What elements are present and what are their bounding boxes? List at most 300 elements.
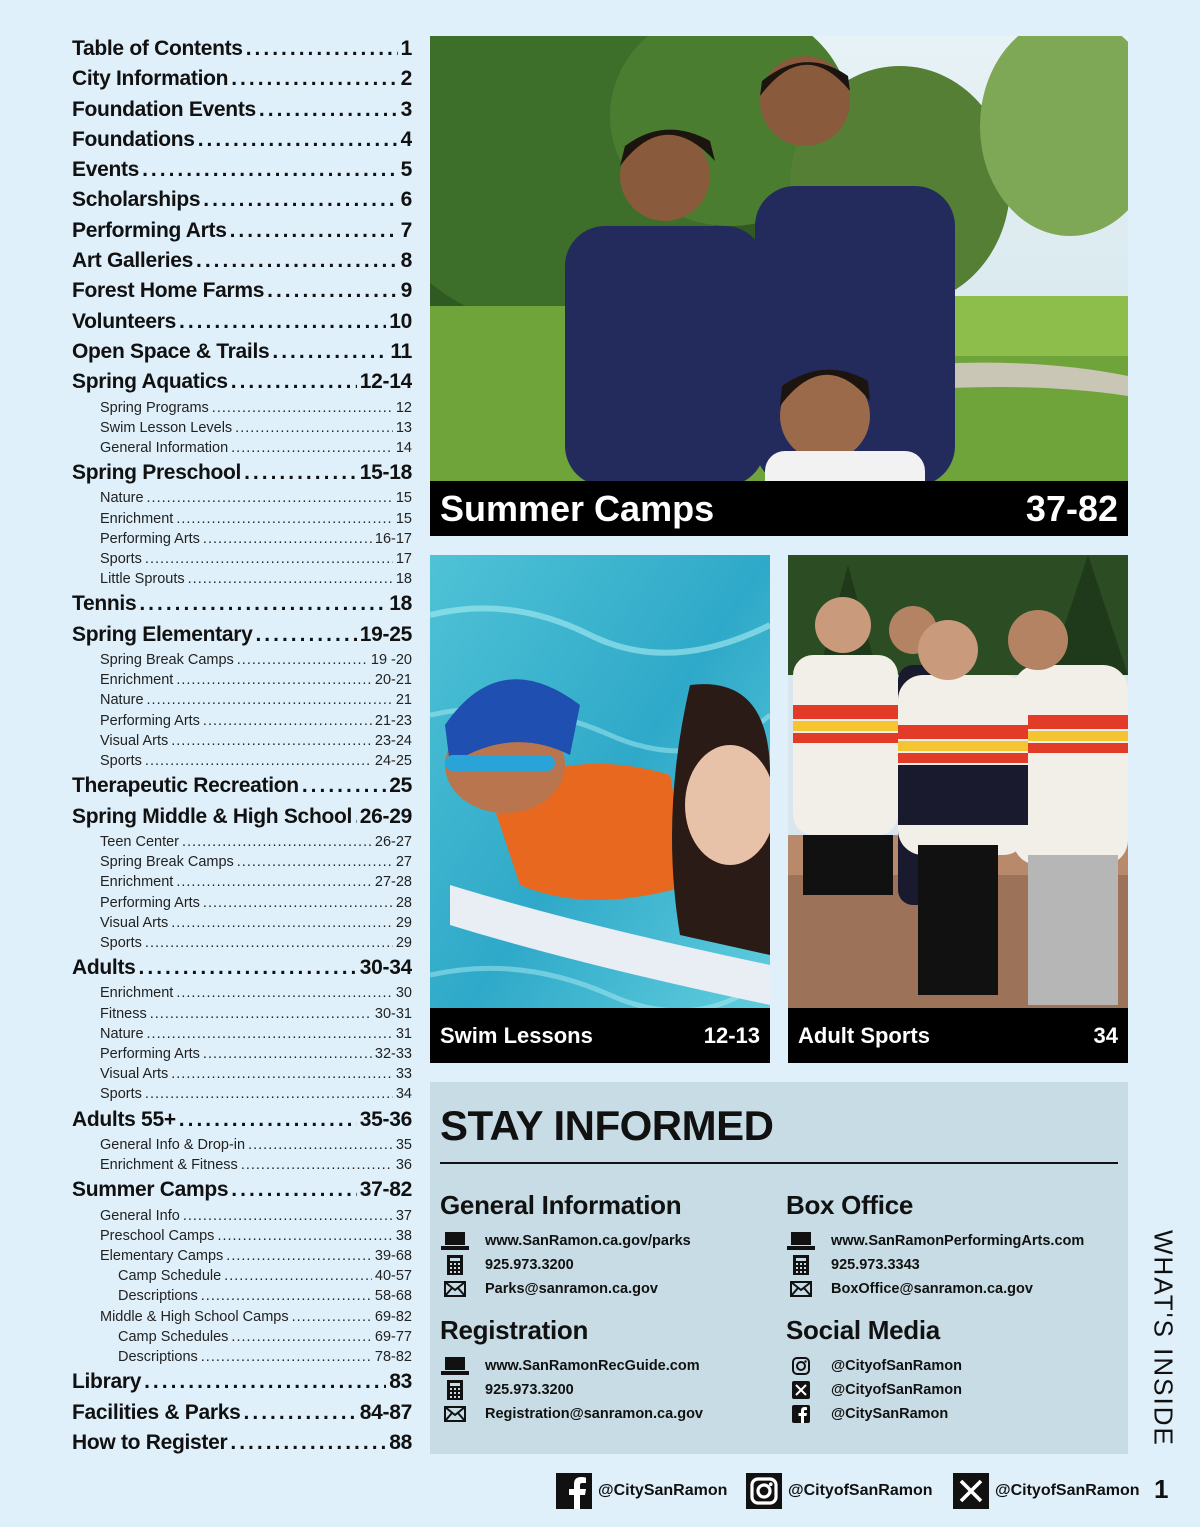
toc-entry-page: 21 <box>395 692 412 709</box>
toc-entry[interactable] <box>72 933 412 953</box>
footer-x[interactable] <box>953 1472 1140 1510</box>
swim-lessons-photo <box>430 555 770 1063</box>
toc-entry[interactable] <box>72 216 412 246</box>
toc-entry-page: 26-29 <box>359 804 412 828</box>
toc-entry[interactable] <box>72 1367 412 1397</box>
toc-entry-page: 6 <box>400 188 412 212</box>
toc-entry-title: Performing Arts <box>100 1046 200 1063</box>
toc-entry-page: 24-25 <box>374 753 412 770</box>
toc-dot-leader <box>355 802 357 832</box>
instagram-icon <box>746 1473 782 1509</box>
toc-entry-page: 30 <box>395 985 412 1002</box>
toc-dot-leader <box>244 458 357 488</box>
instagram-icon <box>786 1356 816 1376</box>
toc-entry-title: Summer Camps <box>72 1178 229 1202</box>
toc-entry[interactable] <box>72 1286 412 1306</box>
toc-entry-page: 18 <box>389 592 412 616</box>
toc-dot-leader <box>246 34 398 64</box>
toc-entry-page: 26-27 <box>374 833 412 850</box>
toc-dot-leader <box>179 307 386 337</box>
toc-entry[interactable] <box>72 650 412 670</box>
toc-entry[interactable] <box>72 1004 412 1024</box>
box-office-web-link[interactable]: www.SanRamonPerformingArts.com <box>831 1233 1085 1249</box>
toc-dot-leader <box>231 438 393 458</box>
toc-entry-title: Spring Break Camps <box>100 854 234 871</box>
toc-dot-leader <box>259 95 398 125</box>
toc-dot-leader <box>176 509 393 529</box>
toc-entry-page: 11 <box>390 339 412 363</box>
toc-dot-leader <box>292 1307 372 1327</box>
toc-dot-leader <box>231 1327 371 1347</box>
toc-entry-page: 5 <box>400 158 412 182</box>
toc-dot-leader <box>176 670 372 690</box>
toc-entry-page: 84-87 <box>359 1400 412 1424</box>
toc-entry-title: General Info <box>100 1207 180 1224</box>
toc-entry[interactable] <box>72 953 412 983</box>
toc-dot-leader <box>147 690 393 710</box>
toc-entry[interactable] <box>72 711 412 731</box>
adult-sports-caption <box>788 1008 1128 1063</box>
toc-entry-title: Teen Center <box>100 833 179 850</box>
toc-entry[interactable] <box>72 34 412 64</box>
registration-email-row[interactable] <box>440 1402 770 1426</box>
box-office-phone-number[interactable]: 925.973.3343 <box>831 1257 920 1273</box>
toc-entry[interactable] <box>72 589 412 619</box>
toc-dot-leader <box>241 1155 393 1175</box>
toc-entry[interactable] <box>72 398 412 418</box>
toc-entry-page: 37 <box>395 1207 412 1224</box>
toc-entry-title: Enrichment <box>100 874 174 891</box>
toc-entry-title: Scholarships <box>72 188 201 212</box>
toc-entry[interactable] <box>72 1307 412 1327</box>
toc-entry[interactable] <box>72 185 412 215</box>
toc-dot-leader <box>230 216 398 246</box>
toc-entry-page: 13 <box>395 419 412 436</box>
toc-dot-leader <box>244 1398 357 1428</box>
footer-social-bar <box>556 1472 1156 1510</box>
toc-entry-title: Adults 55+ <box>72 1107 176 1131</box>
toc-dot-leader <box>196 246 398 276</box>
toc-entry-title: Camp Schedule <box>118 1268 222 1285</box>
toc-entry-title: Visual Arts <box>100 1066 169 1083</box>
toc-entry-title: Performing Arts <box>100 530 200 547</box>
social-x-row[interactable] <box>786 1378 1116 1402</box>
toc-entry-page: 1 <box>400 37 412 60</box>
toc-entry[interactable] <box>72 337 412 367</box>
toc-entry-page: 30-34 <box>359 956 412 980</box>
toc-entry[interactable] <box>72 620 412 650</box>
registration-phone-number[interactable]: 925.973.3200 <box>485 1382 574 1398</box>
toc-entry-page: 2 <box>400 67 412 91</box>
toc-entry-page: 36 <box>395 1157 412 1174</box>
summer-camps-title: Summer Camps <box>440 487 715 529</box>
toc-entry-title: Preschool Camps <box>100 1227 215 1244</box>
toc-entry-title: Therapeutic Recreation <box>72 774 299 798</box>
box-office-web-row[interactable] <box>786 1229 1116 1253</box>
toc-entry-title: Library <box>72 1370 142 1394</box>
toc-entry-title: Descriptions <box>118 1288 198 1305</box>
toc-entry[interactable] <box>72 155 412 185</box>
toc-dot-leader <box>145 933 393 953</box>
toc-dot-leader <box>203 893 393 913</box>
whats-inside-label: WHAT'S INSIDE <box>1148 1230 1179 1447</box>
toc-entry[interactable] <box>72 913 412 933</box>
toc-entry[interactable] <box>72 1347 412 1367</box>
toc-dot-leader <box>230 1428 386 1458</box>
toc-entry[interactable] <box>72 1266 412 1286</box>
toc-entry-title: Swim Lesson Levels <box>100 419 233 436</box>
toc-entry-page: 4 <box>400 127 412 151</box>
x-icon <box>953 1473 989 1509</box>
toc-dot-leader <box>142 155 398 185</box>
toc-dot-leader <box>212 398 393 418</box>
toc-entry[interactable] <box>72 1246 412 1266</box>
box-office-heading: Box Office <box>786 1190 914 1220</box>
toc-entry[interactable] <box>72 1226 412 1246</box>
toc-entry-page: 19 -20 <box>370 652 412 669</box>
toc-entry[interactable] <box>72 418 412 438</box>
toc-entry[interactable] <box>72 367 412 397</box>
toc-entry[interactable] <box>72 1206 412 1226</box>
social-x-handle[interactable]: @CityofSanRamon <box>831 1382 962 1398</box>
swim-lessons-pages: 12-13 <box>703 1022 760 1048</box>
toc-entry-title: Events <box>72 158 140 182</box>
toc-entry[interactable] <box>72 1024 412 1044</box>
toc-entry-page: 15-18 <box>359 461 412 485</box>
toc-entry[interactable] <box>72 1044 412 1064</box>
toc-dot-leader <box>145 549 393 569</box>
toc-entry-page: 12 <box>395 399 412 416</box>
toc-entry[interactable] <box>72 95 412 125</box>
toc-entry-page: 14 <box>395 439 412 456</box>
phone-icon <box>440 1380 470 1400</box>
toc-entry[interactable] <box>72 1398 412 1428</box>
toc-entry-title: Fitness <box>100 1005 147 1022</box>
toc-entry-title: Adults <box>72 956 136 980</box>
footer-instagram-handle[interactable]: @CityofSanRamon <box>788 1482 933 1499</box>
social-media-heading: Social Media <box>786 1315 940 1345</box>
toc-entry[interactable] <box>72 872 412 892</box>
phone-icon <box>786 1255 816 1275</box>
toc-dot-leader <box>267 276 397 306</box>
stay-informed-panel <box>430 1082 1128 1454</box>
toc-entry-page: 28 <box>395 894 412 911</box>
toc-entry[interactable] <box>72 276 412 306</box>
registration-web-row[interactable] <box>440 1354 770 1378</box>
toc-entry[interactable] <box>72 246 412 276</box>
registration-phone-row[interactable] <box>440 1378 770 1402</box>
general-web-row[interactable] <box>440 1229 770 1253</box>
toc-entry[interactable] <box>72 1135 412 1155</box>
toc-entry[interactable] <box>72 1105 412 1135</box>
toc-entry-title: Table of Contents <box>72 37 243 60</box>
social-facebook-handle[interactable]: @CitySanRamon <box>831 1406 949 1422</box>
toc-entry-page: 27 <box>395 854 412 871</box>
x-icon <box>786 1380 816 1400</box>
toc-entry[interactable] <box>72 458 412 488</box>
swim-lessons-title: Swim Lessons <box>440 1022 593 1048</box>
toc-dot-leader <box>235 418 393 438</box>
toc-entry[interactable] <box>72 751 412 771</box>
toc-entry[interactable] <box>72 832 412 852</box>
toc-entry-title: Sports <box>100 934 142 951</box>
social-instagram-row[interactable] <box>786 1354 1116 1378</box>
toc-dot-leader <box>183 1206 393 1226</box>
toc-entry-page: 83 <box>389 1370 412 1394</box>
toc-entry[interactable] <box>72 1175 412 1205</box>
toc-entry-title: Spring Programs <box>100 399 209 416</box>
toc-dot-leader <box>302 771 386 801</box>
toc-entry-page: 10 <box>389 309 412 333</box>
toc-entry-title: Camp Schedules <box>118 1328 229 1345</box>
toc-entry-title: Performing Arts <box>72 218 227 242</box>
toc-dot-leader <box>248 1135 393 1155</box>
toc-dot-leader <box>176 872 372 892</box>
toc-entry-title: Elementary Camps <box>100 1248 224 1265</box>
stay-informed-divider <box>440 1162 1118 1164</box>
registration-email-link[interactable]: Registration@sanramon.ca.gov <box>485 1406 703 1422</box>
toc-entry-title: Nature <box>100 692 144 709</box>
summer-camps-pages: 37-82 <box>1025 487 1118 529</box>
table-of-contents <box>72 34 412 1458</box>
adult-sports-feature[interactable] <box>788 555 1128 1063</box>
toc-dot-leader <box>272 337 387 367</box>
toc-entry-page: 40-57 <box>374 1268 412 1285</box>
toc-dot-leader <box>203 185 397 215</box>
toc-entry-page: 18 <box>395 571 412 588</box>
toc-dot-leader <box>139 589 386 619</box>
social-facebook-row[interactable] <box>786 1402 1116 1426</box>
box-office-phone-row[interactable] <box>786 1253 1116 1277</box>
toc-entry-title: Enrichment <box>100 510 174 527</box>
toc-entry-title: Tennis <box>72 592 137 616</box>
toc-dot-leader <box>198 125 398 155</box>
toc-entry[interactable] <box>72 983 412 1003</box>
toc-dot-leader <box>150 1004 372 1024</box>
toc-entry-title: Visual Arts <box>100 732 169 749</box>
toc-entry-page: 16-17 <box>374 530 412 547</box>
general-information-block <box>440 1190 770 1301</box>
toc-entry-page: 15 <box>395 510 412 527</box>
toc-entry-title: Little Sprouts <box>100 571 185 588</box>
social-instagram-handle[interactable]: @CityofSanRamon <box>831 1358 962 1374</box>
toc-dot-leader <box>203 1044 372 1064</box>
toc-entry-title: City Information <box>72 67 229 91</box>
toc-entry-page: 69-77 <box>374 1328 412 1345</box>
toc-entry-page: 9 <box>400 279 412 303</box>
toc-dot-leader <box>237 650 368 670</box>
toc-dot-leader <box>139 953 357 983</box>
email-icon <box>786 1279 816 1299</box>
summer-camps-feature[interactable] <box>430 36 1128 536</box>
adult-sports-pages: 34 <box>1093 1022 1118 1048</box>
toc-entry-title: Enrichment <box>100 985 174 1002</box>
toc-dot-leader <box>255 620 356 650</box>
toc-entry-page: 3 <box>400 97 412 121</box>
toc-dot-leader <box>179 1105 357 1135</box>
toc-entry-page: 39-68 <box>374 1248 412 1265</box>
toc-entry[interactable] <box>72 1155 412 1175</box>
general-information-heading: General Information <box>440 1190 682 1220</box>
footer-facebook-handle[interactable]: @CitySanRamon <box>598 1482 728 1499</box>
general-phone-number[interactable]: 925.973.3200 <box>485 1257 574 1273</box>
laptop-icon <box>440 1231 470 1251</box>
general-email-link[interactable]: Parks@sanramon.ca.gov <box>485 1281 658 1297</box>
swim-lessons-feature[interactable] <box>430 555 770 1063</box>
toc-dot-leader <box>203 529 372 549</box>
toc-entry[interactable] <box>72 771 412 801</box>
toc-entry-title: General Information <box>100 439 229 456</box>
toc-dot-leader <box>147 488 393 508</box>
toc-entry-page: 12-14 <box>359 370 412 394</box>
page-number: 1 <box>1154 1474 1169 1504</box>
toc-entry[interactable] <box>72 1064 412 1084</box>
toc-entry-title: Facilities & Parks <box>72 1400 241 1424</box>
toc-entry[interactable] <box>72 1327 412 1347</box>
box-office-email-row[interactable] <box>786 1277 1116 1301</box>
toc-entry-page: 37-82 <box>359 1178 412 1202</box>
toc-entry-title: Performing Arts <box>100 894 200 911</box>
toc-entry-page: 21-23 <box>374 712 412 729</box>
laptop-icon <box>786 1231 816 1251</box>
toc-entry[interactable] <box>72 125 412 155</box>
toc-entry-page: 35 <box>395 1136 412 1153</box>
toc-dot-leader <box>171 913 393 933</box>
toc-entry-title: Volunteers <box>72 309 176 333</box>
toc-dot-leader <box>237 852 393 872</box>
toc-dot-leader <box>203 711 372 731</box>
toc-entry[interactable] <box>72 549 412 569</box>
toc-entry[interactable] <box>72 438 412 458</box>
toc-entry-page: 69-82 <box>374 1308 412 1325</box>
email-icon <box>440 1404 470 1424</box>
toc-entry-page: 35-36 <box>359 1107 412 1131</box>
toc-entry[interactable] <box>72 802 412 832</box>
facebook-icon <box>556 1473 592 1509</box>
toc-dot-leader <box>188 569 393 589</box>
toc-entry[interactable] <box>72 529 412 549</box>
footer-facebook[interactable] <box>556 1472 727 1510</box>
toc-entry-title: Spring Preschool <box>72 461 242 485</box>
toc-dot-leader <box>226 1246 372 1266</box>
toc-entry-title: General Info & Drop-in <box>100 1136 246 1153</box>
adult-sports-title: Adult Sports <box>798 1022 930 1048</box>
toc-entry[interactable] <box>72 670 412 690</box>
toc-entry-page: 20-21 <box>374 672 412 689</box>
toc-entry-title: Enrichment <box>100 672 174 689</box>
toc-entry[interactable] <box>72 64 412 94</box>
toc-entry-title: Foundations <box>72 127 195 151</box>
toc-entry-page: 17 <box>395 551 412 568</box>
toc-dot-leader <box>231 64 397 94</box>
toc-entry[interactable] <box>72 690 412 710</box>
toc-dot-leader <box>217 1226 392 1246</box>
email-icon <box>440 1279 470 1299</box>
toc-dot-leader <box>182 832 372 852</box>
general-phone-row[interactable] <box>440 1253 770 1277</box>
toc-entry-page: 38 <box>395 1227 412 1244</box>
toc-entry-page: 34 <box>395 1086 412 1103</box>
toc-entry-page: 27-28 <box>374 874 412 891</box>
toc-dot-leader <box>201 1347 372 1367</box>
toc-entry-title: Spring Break Camps <box>100 652 234 669</box>
toc-entry-page: 78-82 <box>374 1349 412 1366</box>
toc-entry-page: 23-24 <box>374 732 412 749</box>
laptop-icon <box>440 1356 470 1376</box>
registration-block <box>440 1315 770 1426</box>
toc-entry-title: Sports <box>100 1086 142 1103</box>
toc-entry-title: How to Register <box>72 1430 228 1454</box>
toc-entry-title: Art Galleries <box>72 249 193 273</box>
summer-camps-photo <box>430 36 1128 536</box>
adult-sports-photo <box>788 555 1128 1063</box>
registration-heading: Registration <box>440 1315 589 1345</box>
toc-entry-page: 19-25 <box>359 622 412 646</box>
general-email-row[interactable] <box>440 1277 770 1301</box>
toc-entry[interactable] <box>72 509 412 529</box>
toc-entry-title: Foundation Events <box>72 97 256 121</box>
toc-dot-leader <box>145 1084 393 1104</box>
toc-entry-title: Enrichment & Fitness <box>100 1157 238 1174</box>
stay-informed-title: STAY INFORMED <box>440 1102 774 1149</box>
toc-dot-leader <box>171 731 372 751</box>
summer-camps-caption <box>430 481 1128 536</box>
toc-dot-leader <box>176 983 393 1003</box>
toc-entry-page: 29 <box>395 914 412 931</box>
toc-entry-page: 31 <box>395 1025 412 1042</box>
toc-entry[interactable] <box>72 1084 412 1104</box>
toc-entry-page: 32-33 <box>374 1046 412 1063</box>
toc-entry-title: Spring Middle & High School <box>72 804 353 828</box>
toc-entry-page: 30-31 <box>374 1005 412 1022</box>
toc-entry[interactable] <box>72 569 412 589</box>
toc-entry-title: Forest Home Farms <box>72 279 265 303</box>
toc-entry-page: 8 <box>400 249 412 273</box>
toc-dot-leader <box>201 1286 372 1306</box>
toc-dot-leader <box>231 1175 356 1205</box>
toc-entry-title: Nature <box>100 490 144 507</box>
toc-entry[interactable] <box>72 307 412 337</box>
toc-entry[interactable] <box>72 488 412 508</box>
toc-dot-leader <box>231 367 357 397</box>
box-office-email-link[interactable]: BoxOffice@sanramon.ca.gov <box>831 1281 1033 1297</box>
toc-entry-title: Nature <box>100 1025 144 1042</box>
toc-entry-page: 7 <box>400 218 412 242</box>
toc-entry-page: 88 <box>389 1430 412 1454</box>
toc-entry[interactable] <box>72 893 412 913</box>
toc-dot-leader <box>224 1266 372 1286</box>
phone-icon <box>440 1255 470 1275</box>
general-web-link[interactable]: www.SanRamon.ca.gov/parks <box>485 1233 691 1249</box>
toc-entry-page: 25 <box>389 774 412 798</box>
footer-x-handle[interactable]: @CityofSanRamon <box>995 1482 1140 1499</box>
toc-entry[interactable] <box>72 731 412 751</box>
toc-entry-title: Open Space & Trails <box>72 339 270 363</box>
toc-entry-page: 15 <box>395 490 412 507</box>
facebook-icon <box>786 1404 816 1424</box>
toc-entry-title: Spring Aquatics <box>72 370 228 394</box>
toc-entry-page: 29 <box>395 934 412 951</box>
toc-entry[interactable] <box>72 1428 412 1458</box>
toc-entry[interactable] <box>72 852 412 872</box>
footer-instagram[interactable] <box>746 1472 933 1510</box>
toc-entry-title: Sports <box>100 753 142 770</box>
registration-web-link[interactable]: www.SanRamonRecGuide.com <box>485 1358 700 1374</box>
social-media-block <box>786 1315 1116 1426</box>
toc-dot-leader <box>171 1064 393 1084</box>
box-office-block <box>786 1190 1116 1301</box>
toc-dot-leader <box>145 751 372 771</box>
